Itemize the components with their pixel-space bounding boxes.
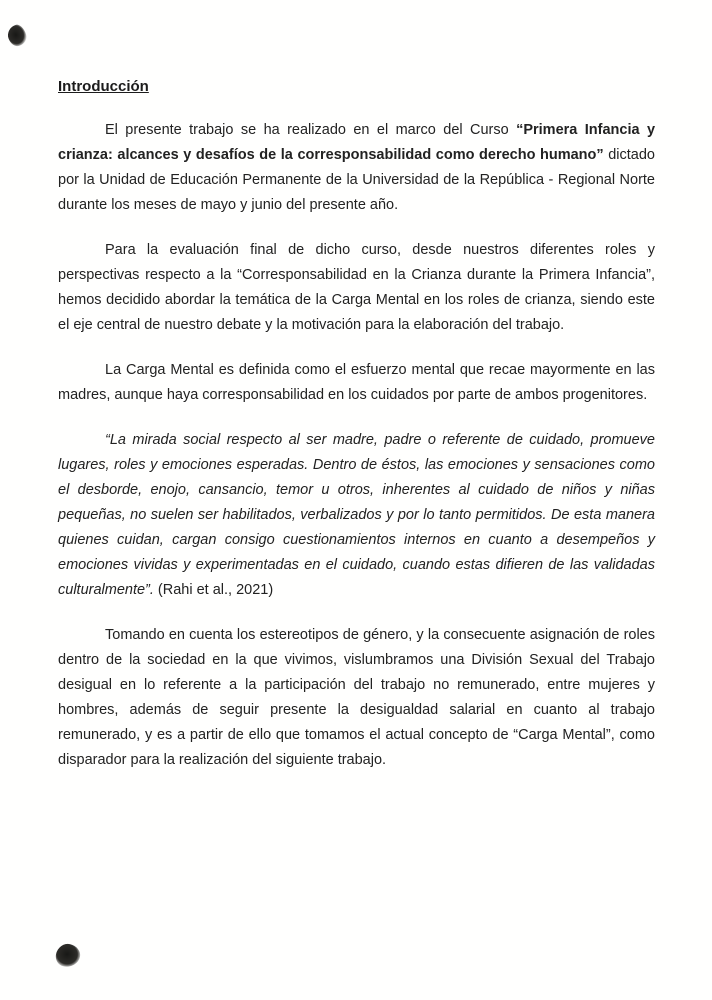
scan-smudge-bottom-left-icon <box>54 942 82 969</box>
text-run: “Primera Infancia y crianza: alcances y desafíos de la corresponsabilidad como derecho humano” <box>58 122 656 163</box>
paragraph-course-intro <box>58 118 655 218</box>
text-run: La Carga Mental es definida como el esfuerzo mental que recae mayormente en las madres, aunque haya corresponsabilidad en los cuidados por parte de ambos progenitores. <box>58 362 655 403</box>
text-run: El presente trabajo se ha realizado en el marco del Curso <box>105 122 517 138</box>
text-run: Para la evaluación final de dicho curso, desde nuestros diferentes roles y perspectivas respecto a la “Corresponsabilidad en la Crianza durante la Primera Infancia”, hemos decidido abordar la temática de la Carga Mental en los roles de crianza, siendo este el eje central de nuestro debate y la motivación para la elaboración del trabajo. <box>58 242 655 333</box>
paragraph-quote-rahi <box>58 428 655 603</box>
document-body <box>58 78 655 793</box>
paragraph-evaluation <box>58 238 655 338</box>
text-run: (Rahi et al., 2021) <box>153 582 274 598</box>
section-title: Introducción <box>58 78 149 95</box>
paragraph-gender-stereotypes <box>58 623 655 773</box>
text-run: dictado por la Unidad de Educación Permanente de la Universidad de la República - Regional Norte durante los meses de mayo y junio del presente año. <box>58 147 655 213</box>
paragraph-carga-mental-definition <box>58 358 655 408</box>
text-run: “La mirada social respecto al ser madre, padre o referente de cuidado, promueve lugares, roles y emociones esperadas. Dentro de éstos, las emociones y sensaciones como el desborde, enojo, cansancio, temor u otros, inherentes al cuidado de niños y niñas pequeñas, no suelen ser habilitados, verbalizados y por lo tanto permitidos. De esta manera quienes cuidan, cargan consigo cuestionamientos internos en cuanto a desempeños y emociones vividas y experimentadas en el cuidado, cuando estas difieren de las validadas culturalmente”. <box>58 432 655 598</box>
scan-smudge-top-left-icon <box>5 23 29 49</box>
text-run: Tomando en cuenta los estereotipos de género, y la consecuente asignación de roles dentro de la sociedad en la que vivimos, vislumbramos una División Sexual del Trabajo desigual en lo referente a la participación del trabajo no remunerado, entre mujeres y hombres, además de seguir presente la desigualdad salarial en cuanto al trabajo remunerado, y es a partir de ello que tomamos el actual concepto de “Carga Mental”, como disparador para la realización del siguiente trabajo. <box>58 627 655 768</box>
